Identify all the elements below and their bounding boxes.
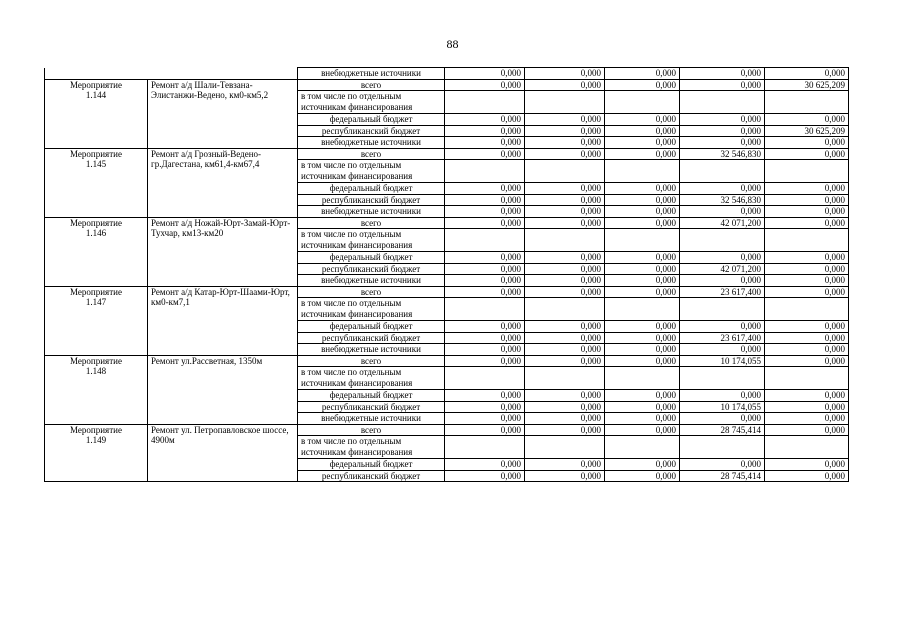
value-cell: 0,000: [525, 194, 605, 206]
source-cell: всего: [298, 79, 445, 91]
value-cell: [680, 367, 765, 390]
measure-label: Мероприятие: [70, 355, 122, 366]
value-cell: 0,000: [445, 137, 525, 149]
source-cell: республиканский бюджет: [298, 401, 445, 413]
value-cell: 0,000: [605, 344, 680, 356]
measure-number: 1.146: [85, 228, 107, 238]
value-cell: 28 745,414: [680, 424, 765, 436]
value-cell: 0,000: [445, 125, 525, 137]
table-row: [45, 355, 849, 367]
value-cell: 0,000: [605, 183, 680, 195]
table-row: [45, 424, 849, 436]
value-cell: 0,000: [765, 424, 849, 436]
value-cell: 0,000: [765, 459, 849, 471]
measure-id-cell: [45, 286, 148, 355]
value-cell: 0,000: [765, 263, 849, 275]
value-cell: 42 071,200: [680, 217, 765, 229]
value-cell: 0,000: [445, 148, 525, 160]
value-cell: 0,000: [765, 68, 849, 80]
source-cell: республиканский бюджет: [298, 125, 445, 137]
source-cell: внебюджетные источники: [298, 68, 445, 80]
value-cell: 42 071,200: [680, 263, 765, 275]
value-cell: 0,000: [765, 148, 849, 160]
value-cell: 0,000: [525, 68, 605, 80]
value-cell: 0,000: [680, 459, 765, 471]
value-cell: 0,000: [680, 321, 765, 333]
source-cell: внебюджетные источники: [298, 344, 445, 356]
value-cell: 0,000: [445, 183, 525, 195]
value-cell: 0,000: [525, 286, 605, 298]
value-cell: 0,000: [680, 125, 765, 137]
value-cell: 0,000: [605, 459, 680, 471]
value-cell: [445, 298, 525, 321]
value-cell: 0,000: [525, 332, 605, 344]
measure-number: 1.148: [85, 366, 107, 376]
value-cell: [765, 160, 849, 183]
value-cell: [680, 229, 765, 252]
value-cell: [525, 436, 605, 459]
measure-id-cell: [45, 424, 148, 482]
value-cell: 0,000: [525, 275, 605, 287]
value-cell: 0,000: [445, 263, 525, 275]
value-cell: [525, 91, 605, 114]
value-cell: 0,000: [605, 68, 680, 80]
value-cell: 0,000: [765, 470, 849, 482]
value-cell: 0,000: [525, 148, 605, 160]
measure-name-cell: Ремонт ул.Рассветная, 1350м: [148, 355, 298, 424]
value-cell: [445, 229, 525, 252]
value-cell: 0,000: [605, 263, 680, 275]
value-cell: 0,000: [445, 68, 525, 80]
value-cell: 0,000: [765, 332, 849, 344]
source-cell: в том числе по отдельным источникам финансирования: [298, 91, 445, 114]
source-cell: всего: [298, 286, 445, 298]
value-cell: 0,000: [445, 413, 525, 425]
source-cell: внебюджетные источники: [298, 275, 445, 287]
value-cell: 0,000: [525, 390, 605, 402]
source-cell: республиканский бюджет: [298, 470, 445, 482]
value-cell: 0,000: [525, 79, 605, 91]
value-cell: [525, 367, 605, 390]
value-cell: 0,000: [445, 79, 525, 91]
measure-label: Мероприятие: [70, 79, 122, 90]
value-cell: 0,000: [445, 344, 525, 356]
measure-name-cell: Ремонт а/д Грозный-Ведено-гр.Дагестана, км61,4-км67,4: [148, 148, 298, 217]
page-number: 88: [446, 37, 459, 51]
source-cell: республиканский бюджет: [298, 332, 445, 344]
value-cell: [765, 367, 849, 390]
value-cell: 0,000: [605, 424, 680, 436]
value-cell: 0,000: [605, 286, 680, 298]
value-cell: [680, 298, 765, 321]
value-cell: [525, 160, 605, 183]
value-cell: 0,000: [605, 252, 680, 264]
value-cell: [605, 160, 680, 183]
value-cell: 0,000: [605, 206, 680, 218]
value-cell: 0,000: [605, 137, 680, 149]
value-cell: 0,000: [445, 355, 525, 367]
value-cell: 0,000: [525, 183, 605, 195]
source-cell: в том числе по отдельным источникам финансирования: [298, 298, 445, 321]
value-cell: [765, 91, 849, 114]
source-cell: федеральный бюджет: [298, 114, 445, 126]
value-cell: 0,000: [525, 424, 605, 436]
source-cell: федеральный бюджет: [298, 390, 445, 402]
value-cell: 0,000: [445, 459, 525, 471]
value-cell: [680, 160, 765, 183]
value-cell: 0,000: [765, 183, 849, 195]
value-cell: [605, 436, 680, 459]
value-cell: 0,000: [680, 252, 765, 264]
measure-number: 1.144: [85, 90, 107, 100]
measure-name-cell: Ремонт а/д Шали-Тевзана-Элистанжи-Ведено, км0-км5,2: [148, 79, 298, 148]
value-cell: 0,000: [765, 252, 849, 264]
value-cell: 30 625,209: [765, 79, 849, 91]
value-cell: 0,000: [445, 217, 525, 229]
value-cell: 30 625,209: [765, 125, 849, 137]
value-cell: 0,000: [765, 114, 849, 126]
value-cell: 0,000: [525, 321, 605, 333]
value-cell: 0,000: [605, 390, 680, 402]
value-cell: 0,000: [765, 137, 849, 149]
value-cell: [445, 160, 525, 183]
table-body: [45, 68, 849, 482]
source-cell: в том числе по отдельным источникам финансирования: [298, 367, 445, 390]
value-cell: 0,000: [605, 194, 680, 206]
source-cell: всего: [298, 148, 445, 160]
value-cell: [445, 436, 525, 459]
source-cell: федеральный бюджет: [298, 183, 445, 195]
measure-number: 1.147: [85, 297, 107, 307]
table-row: [45, 79, 849, 91]
value-cell: 0,000: [765, 355, 849, 367]
source-cell: федеральный бюджет: [298, 252, 445, 264]
value-cell: 0,000: [605, 217, 680, 229]
value-cell: 23 617,400: [680, 332, 765, 344]
source-cell: федеральный бюджет: [298, 321, 445, 333]
source-cell: республиканский бюджет: [298, 263, 445, 275]
value-cell: [605, 367, 680, 390]
value-cell: 0,000: [765, 194, 849, 206]
value-cell: 0,000: [525, 413, 605, 425]
value-cell: 0,000: [445, 252, 525, 264]
value-cell: 0,000: [605, 79, 680, 91]
measure-name-cell: Ремонт а/д Катар-Юрт-Шаами-Юрт, км0-км7,1: [148, 286, 298, 355]
value-cell: 0,000: [445, 332, 525, 344]
value-cell: 0,000: [605, 401, 680, 413]
source-cell: в том числе по отдельным источникам финансирования: [298, 436, 445, 459]
table-row: [45, 68, 849, 80]
value-cell: 0,000: [605, 355, 680, 367]
measure-number: 1.145: [85, 159, 107, 169]
measure-id-cell: [45, 148, 148, 217]
value-cell: 0,000: [445, 194, 525, 206]
value-cell: 0,000: [765, 275, 849, 287]
measure-label: Мероприятие: [70, 286, 122, 297]
measure-name-cell: Ремонт а/д Ножай-Юрт-Замай-Юрт-Тухчар, км13-км20: [148, 217, 298, 286]
value-cell: 0,000: [605, 275, 680, 287]
measure-id-cell: [45, 217, 148, 286]
value-cell: [445, 367, 525, 390]
value-cell: [525, 298, 605, 321]
value-cell: 0,000: [525, 137, 605, 149]
empty-cell: [45, 68, 298, 80]
value-cell: [765, 298, 849, 321]
value-cell: 0,000: [765, 344, 849, 356]
source-cell: внебюджетные источники: [298, 137, 445, 149]
value-cell: 0,000: [680, 344, 765, 356]
value-cell: 0,000: [525, 459, 605, 471]
source-cell: внебюджетные источники: [298, 206, 445, 218]
value-cell: [605, 229, 680, 252]
measure-number: 1.149: [85, 435, 107, 445]
value-cell: 0,000: [525, 114, 605, 126]
measure-label: Мероприятие: [70, 148, 122, 159]
measure-name-cell: Ремонт ул. Петропавловское шоссе, 4900м: [148, 424, 298, 482]
value-cell: [525, 229, 605, 252]
value-cell: 0,000: [605, 321, 680, 333]
value-cell: 0,000: [605, 332, 680, 344]
value-cell: 0,000: [765, 413, 849, 425]
financing-table: [44, 67, 849, 482]
source-cell: всего: [298, 217, 445, 229]
value-cell: 10 174,055: [680, 355, 765, 367]
value-cell: 0,000: [680, 68, 765, 80]
value-cell: [605, 298, 680, 321]
value-cell: 0,000: [605, 148, 680, 160]
source-cell: в том числе по отдельным источникам финансирования: [298, 229, 445, 252]
value-cell: 0,000: [680, 275, 765, 287]
value-cell: 0,000: [525, 344, 605, 356]
source-cell: внебюджетные источники: [298, 413, 445, 425]
measure-label: Мероприятие: [70, 424, 122, 435]
table-row: [45, 217, 849, 229]
value-cell: 0,000: [525, 252, 605, 264]
value-cell: 32 546,830: [680, 148, 765, 160]
source-cell: республиканский бюджет: [298, 194, 445, 206]
value-cell: 0,000: [445, 470, 525, 482]
value-cell: 0,000: [765, 401, 849, 413]
value-cell: 0,000: [445, 286, 525, 298]
value-cell: 0,000: [680, 390, 765, 402]
value-cell: [445, 91, 525, 114]
value-cell: 0,000: [525, 263, 605, 275]
value-cell: 0,000: [445, 401, 525, 413]
value-cell: 0,000: [525, 470, 605, 482]
value-cell: 0,000: [525, 206, 605, 218]
value-cell: 0,000: [445, 390, 525, 402]
value-cell: [680, 436, 765, 459]
value-cell: 0,000: [605, 470, 680, 482]
value-cell: 0,000: [525, 355, 605, 367]
value-cell: 10 174,055: [680, 401, 765, 413]
measure-id-cell: [45, 79, 148, 148]
value-cell: 0,000: [445, 114, 525, 126]
value-cell: 0,000: [525, 217, 605, 229]
value-cell: [765, 229, 849, 252]
value-cell: 0,000: [680, 183, 765, 195]
value-cell: 32 546,830: [680, 194, 765, 206]
table-row: [45, 148, 849, 160]
value-cell: 0,000: [680, 79, 765, 91]
value-cell: 0,000: [445, 321, 525, 333]
measure-id-cell: [45, 355, 148, 424]
measure-label: Мероприятие: [70, 217, 122, 228]
value-cell: [680, 91, 765, 114]
value-cell: 28 745,414: [680, 470, 765, 482]
source-cell: в том числе по отдельным источникам финансирования: [298, 160, 445, 183]
value-cell: 0,000: [605, 125, 680, 137]
value-cell: 0,000: [525, 125, 605, 137]
value-cell: 0,000: [765, 390, 849, 402]
value-cell: 23 617,400: [680, 286, 765, 298]
value-cell: 0,000: [765, 206, 849, 218]
value-cell: 0,000: [680, 137, 765, 149]
table-row: [45, 286, 849, 298]
value-cell: 0,000: [445, 424, 525, 436]
value-cell: 0,000: [605, 413, 680, 425]
value-cell: 0,000: [525, 401, 605, 413]
value-cell: 0,000: [765, 321, 849, 333]
value-cell: 0,000: [445, 206, 525, 218]
value-cell: [605, 91, 680, 114]
value-cell: 0,000: [765, 217, 849, 229]
source-cell: федеральный бюджет: [298, 459, 445, 471]
value-cell: 0,000: [605, 114, 680, 126]
value-cell: 0,000: [680, 114, 765, 126]
value-cell: 0,000: [680, 413, 765, 425]
value-cell: 0,000: [445, 275, 525, 287]
value-cell: 0,000: [765, 286, 849, 298]
value-cell: 0,000: [680, 206, 765, 218]
source-cell: всего: [298, 424, 445, 436]
value-cell: [765, 436, 849, 459]
source-cell: всего: [298, 355, 445, 367]
